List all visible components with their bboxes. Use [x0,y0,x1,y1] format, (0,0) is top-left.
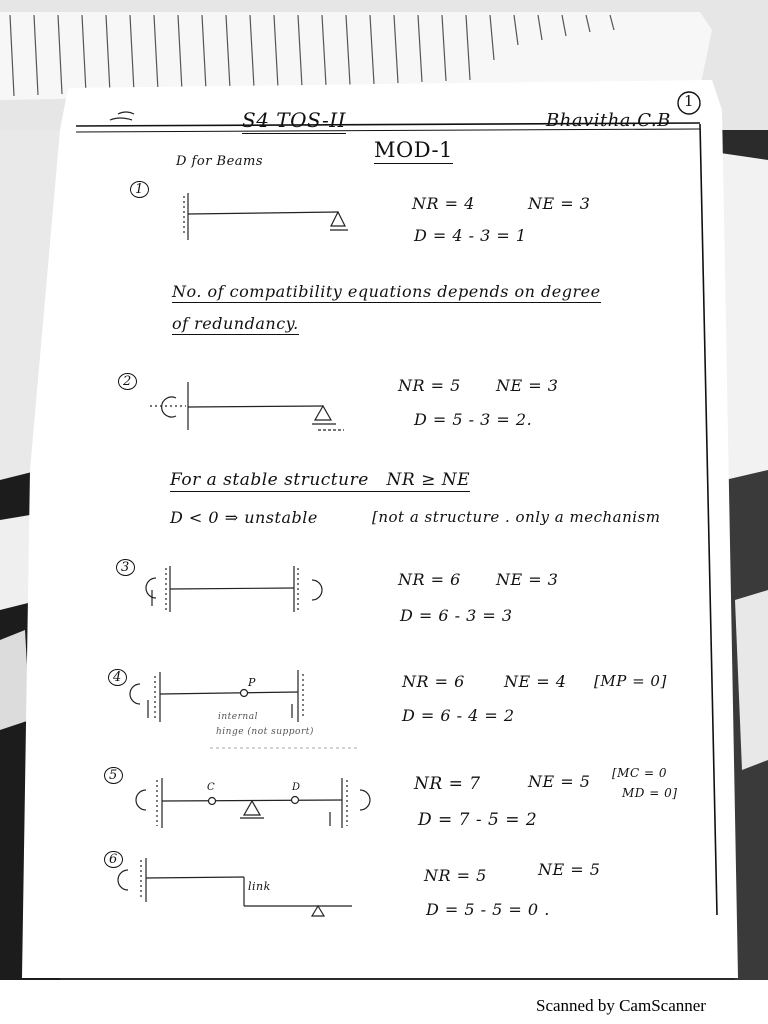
compatibility-note-line1: No. of compatibility equations depends on degree [172,282,601,301]
example-2-d-equation: D = 5 - 3 = 2. [414,410,533,429]
example-5-condition-line2: MD = 0] [622,786,678,800]
example-4-condition: [MP = 0] [594,672,667,690]
example-number-5: 5 [104,768,123,783]
author-name: Bhavitha.C.B [546,110,671,131]
example-number-4: 4 [108,670,127,685]
example-number-2: 2 [118,374,137,389]
course-title: S4 TOS-II [242,108,347,132]
example-5-condition-line1: [MC = 0 [612,766,667,780]
example-1-d-equation: D = 4 - 3 = 1 [414,226,527,245]
internal-hinge-note-line2: hinge (not support) [216,727,314,737]
example-number-6: 6 [104,852,123,867]
example-3-nr: NR = 6 [398,570,461,589]
example-6-nr: NR = 5 [424,866,487,885]
hinge-point-d: D [292,782,301,793]
hinge-point-p: P [248,676,256,689]
internal-hinge-note-line1: internal [218,712,258,722]
link-label: link [248,880,271,893]
example-3-d-equation: D = 6 - 3 = 3 [400,606,513,625]
example-4-ne: NE = 4 [504,672,567,691]
topic-heading: D for Beams [176,154,264,169]
example-4-nr: NR = 6 [402,672,465,691]
example-1-nr: NR = 4 [412,194,475,213]
module-title: MOD-1 [374,138,453,162]
example-5-d-equation: D = 7 - 5 = 2 [418,810,538,830]
paper-sheet [22,80,738,978]
example-5-ne: NE = 5 [528,772,591,791]
unstable-note: [not a structure . only a mechanism [372,508,661,526]
example-2-nr: NR = 5 [398,376,461,395]
stable-structure-note: For a stable structure NR ≥ NE [170,470,470,490]
compatibility-note-line2: of redundancy. [172,314,299,333]
example-3-ne: NE = 3 [496,570,559,589]
example-5-nr: NR = 7 [414,774,481,794]
example-6-d-equation: D = 5 - 5 = 0 . [426,900,550,919]
example-2-ne: NE = 3 [496,376,559,395]
example-number-3: 3 [116,560,135,575]
scanner-footer: Scanned by CamScanner [536,996,706,1015]
example-number-1: 1 [130,182,149,197]
hinge-point-c: C [207,782,216,793]
page-number: 1 [684,92,695,110]
unstable-condition: D < 0 ⇒ unstable [170,508,318,527]
example-4-d-equation: D = 6 - 4 = 2 [402,706,515,725]
example-6-ne: NE = 5 [538,860,601,879]
example-1-ne: NE = 3 [528,194,591,213]
